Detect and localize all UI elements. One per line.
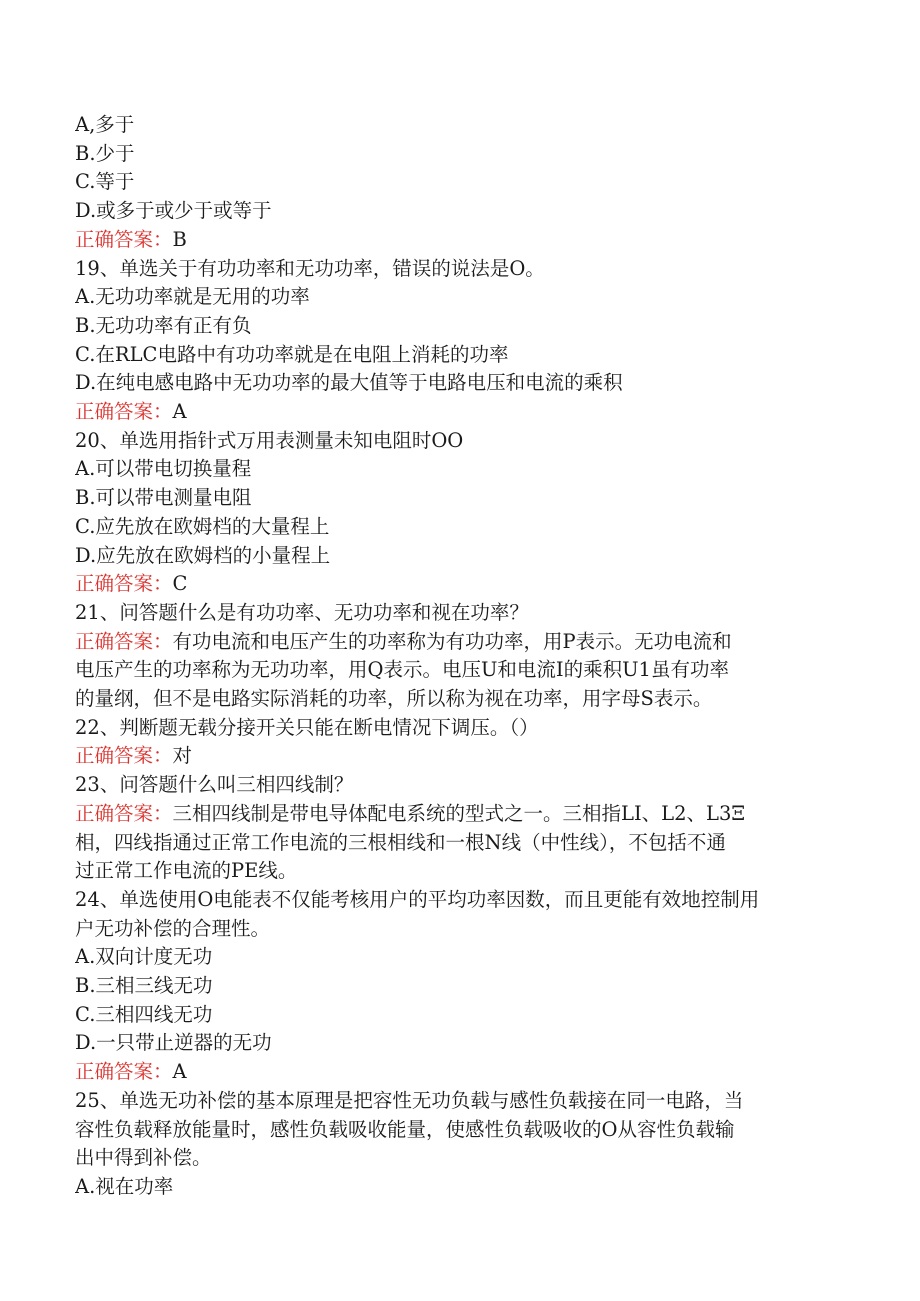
text-line: 户无功补偿的合理性。	[75, 916, 271, 940]
answer-line	[75, 226, 855, 255]
answer-line	[75, 800, 855, 829]
text-line: 出中得到补偿。	[75, 1146, 212, 1170]
text-line: A.视在功率	[75, 1174, 174, 1198]
answer-line	[75, 628, 855, 657]
answer-line	[75, 570, 855, 599]
text-line: C.三相四线无功	[75, 1002, 213, 1026]
text-line: 电压产生的功率称为无功功率，用Q表示。电压U和电流I的乘积U1虽有功率	[75, 658, 729, 682]
text-line: B.可以带电测量电阻	[75, 486, 252, 510]
text-line: C.等于	[75, 170, 135, 194]
answer-label: 正确答案：	[75, 227, 173, 251]
answer-label: 正确答案：	[75, 400, 173, 423]
text-line: 的量纲，但不是电路实际消耗的功率，所以称为视在功率，用字母S表示。	[75, 687, 713, 710]
text-line: C.在RLC电路中有功功率就是在电阻上消耗的功率	[75, 342, 509, 366]
text-line: A.双向计度无功	[75, 945, 213, 969]
text-line: A.无功功率就是无用的功率	[75, 285, 310, 309]
answer-value: A	[172, 1060, 187, 1084]
answer-value: 有功电流和电压产生的功率称为有功功率，用P表示。无功电流和	[172, 629, 732, 653]
text-line: 20、单选用指针式万用表测量未知电阻时OO	[75, 428, 464, 452]
text-line: 21、问答题什么是有功功率、无功功率和视在功率？	[75, 600, 529, 624]
answer-line	[75, 1058, 855, 1087]
text-line: 23、问答题什么叫三相四线制？	[75, 773, 354, 797]
answer-label: 正确答案：	[75, 572, 173, 596]
text-line: 25、单选无功补偿的基本原理是把容性无功负载与感性负载接在同一电路，当	[75, 1088, 744, 1112]
answer-line	[75, 742, 855, 771]
answer-value: A	[172, 400, 187, 423]
text-line: D.应先放在欧姆档的小量程上	[75, 543, 331, 567]
text-line: B.无功功率有正有负	[75, 313, 252, 337]
text-line: B.少于	[75, 141, 135, 165]
text-line: C.应先放在欧姆档的大量程上	[75, 514, 330, 538]
text-line: 24、单选使用O电能表不仅能考核用户的平均功率因数，而且更能有效地控制用	[75, 887, 760, 911]
text-line: D.在纯电感电路中无功功率的最大值等于电路电压和电流的乘积	[75, 371, 623, 395]
text-line: 22、判断题无载分接开关只能在断电情况下调压。（）	[75, 715, 539, 739]
text-line: D.一只带止逆器的无功	[75, 1031, 272, 1055]
text-line: B.三相三线无功	[75, 974, 213, 997]
answer-value: 三相四线制是带电导体配电系统的型式之一。三相指LI、L2、L3Ξ	[172, 801, 746, 825]
text-line: 容性负载释放能量时，感性负载吸收能量，使感性负载吸收的O从容性负载输	[75, 1117, 735, 1141]
text-line: 相，四线指通过正常工作电流的三根相线和一根N线（中性线），不包括不通	[75, 830, 726, 854]
text-line: 过正常工作电流的PE线。	[75, 859, 298, 883]
text-line: A,多于	[75, 113, 135, 136]
answer-value: C	[172, 572, 188, 596]
answer-label: 正确答案：	[75, 801, 173, 825]
text-line: D.或多于或少于或等于	[75, 199, 272, 223]
answer-label: 正确答案：	[75, 1060, 173, 1084]
answer-line	[75, 398, 855, 427]
answer-value: 对	[172, 744, 193, 768]
text-line: A.可以带电切换量程	[75, 457, 252, 481]
answer-label: 正确答案：	[75, 744, 173, 768]
answer-label: 正确答案：	[75, 629, 173, 653]
text-line: 19、单选关于有功功率和无功功率，错误的说法是O。	[75, 256, 545, 280]
answer-value: B	[172, 227, 187, 251]
